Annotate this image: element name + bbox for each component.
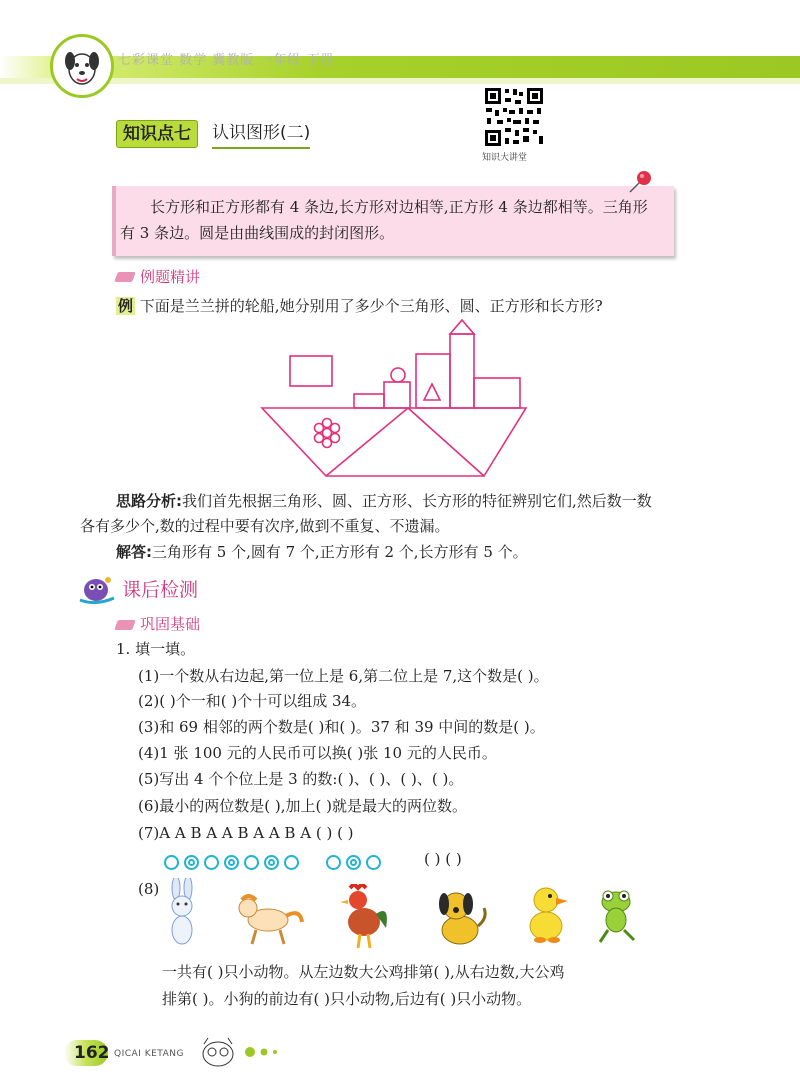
answer-label: 解答: [116,543,152,561]
page-title: 认识图形(二) [212,120,310,149]
boat-figure [256,318,536,486]
page-number: 162 [74,1043,110,1063]
exercise-item-8-label: (8) [138,880,160,898]
chimney-triangle [450,320,474,334]
deck-square [384,382,410,408]
footer-dots-icon [244,1046,288,1058]
analysis-label: 思路分析: [116,492,182,510]
exercise-item-8-line-1: 一共有( )只小动物。从左边数大公鸡排第( ),从右边数,大公鸡 [162,963,565,981]
analysis-text-1: 我们首先根据三角形、圆、正方形、长方形的特征辨别它们,然后数一数 [182,492,652,510]
exercise-item-8-line-2: 排第( )。小狗的前边有( )只小动物,后边有( )只小动物。 [162,990,532,1008]
series-title: 七彩课堂 数学 冀教版 一年级 下册 [118,53,335,68]
dog-mascot-icon [50,34,114,98]
exercise-item-4: (4)1 张 100 元的人民币可以换( )张 10 元的人民币。 [138,744,497,762]
puppy-icon [434,886,490,948]
exercise-title: 1. 填一填。 [116,640,196,658]
header-bar-shadow [0,78,800,84]
book-icon [114,272,136,282]
analysis-text-2: 各有多少个,数的过程中要有次序,做到不重复、不遗漏。 [80,517,450,535]
boat-hull [262,408,526,476]
pushpin-icon [624,168,658,196]
footer-brand: QICAI KETANG [114,1049,184,1059]
rabbit-icon [162,878,202,950]
frog-icon [594,886,640,944]
pony-icon [230,890,306,948]
deck-circle [391,368,405,382]
summary-text: 长方形和正方形都有 4 条边,长方形对边相等,正方形 4 条边都相等。三角形有 3 条边。圆是由曲线围成的封闭图形。 [120,198,648,242]
exercise-item-7: (7)A A B A A B A A B A ( ) ( ) [138,824,354,842]
exercise-item-3: (3)和 69 相邻的两个数是( )和( )。37 和 39 中间的数是( )。 [138,718,545,736]
footer-mascot-icon [198,1036,238,1068]
deck-rect-left [354,394,384,408]
book-icon-2 [114,620,136,630]
flag-square [290,356,332,386]
answer-line [116,541,528,563]
monster-mascot-icon [76,572,118,606]
example-section-label: 例题精讲 [140,268,201,286]
exercise-item-5: (5)写出 4 个个位上是 3 的数:( )、( )、( )、( )。 [138,770,464,788]
circle-pattern-blanks: ( ) ( ) [424,850,462,868]
rooster-icon [336,884,390,950]
after-class-heading: 课后检测 [122,579,199,601]
chimney-rect [450,334,474,408]
stern-rect [474,378,520,408]
answer-text: 三角形有 5 个,圆有 7 个,正方形有 2 个,长方形有 5 个。 [152,543,528,561]
qr-code-icon[interactable] [483,86,545,148]
exercise-item-6: (6)最小的两位数是( ),加上( )就是最大的两位数。 [138,797,467,815]
basics-section-label: 巩固基础 [140,615,201,633]
exercise-item-1: (1)一个数从右边起,第一位上是 6,第二位上是 7,这个数是( )。 [138,667,549,685]
example-question [116,295,603,317]
exercise-item-2: (2)( )个一和( )个十可以组成 34。 [138,692,367,710]
example-tag: 例 [118,297,134,315]
qr-caption: 知识大讲堂 [482,153,528,163]
cabin-triangle [424,384,440,400]
circle-pattern [164,852,386,871]
duckling-icon [526,884,570,944]
analysis-line-1 [116,490,652,512]
knowledge-point-label: 知识点七 [116,120,198,148]
example-question-text: 下面是兰兰拼的轮船,她分别用了多少个三角形、圆、正方形和长方形? [139,297,603,315]
